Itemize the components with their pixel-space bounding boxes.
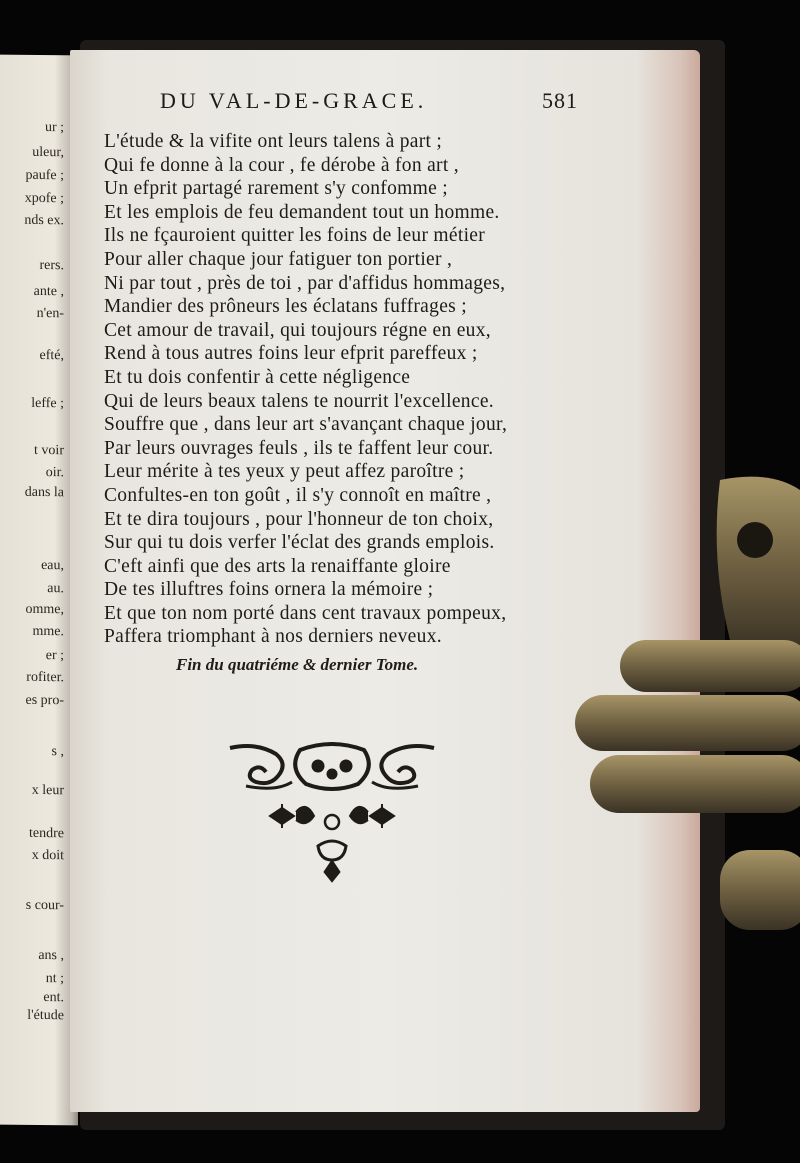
running-head: DU VAL-DE-GRACE. [160, 88, 428, 113]
page-number: 581 [542, 88, 578, 113]
left-page-fragment: n'en- [36, 305, 64, 322]
left-page-fragment: ent. [43, 990, 64, 1006]
left-page-fragment: x doit [31, 847, 64, 864]
left-page-fragment: l'étude [27, 1007, 64, 1024]
verse-line: Et tu dois confentir à cette négligence [104, 366, 411, 388]
left-page-fragment: rofiter. [26, 669, 64, 686]
verse-line: Ils ne fçauroient quitter les foins de leur métier [104, 225, 486, 247]
printer-ornament-icon [226, 742, 438, 892]
left-page [0, 55, 78, 1126]
left-page-fragment: omme, [25, 601, 64, 618]
colophon: Fin du quatriéme & dernier Tome. [176, 655, 419, 674]
verse-line: Rend à tous autres foins leur efprit pareffeux ; [104, 343, 478, 365]
left-page-fragment: paufe ; [25, 167, 64, 184]
left-page-fragment: ans , [38, 947, 64, 964]
verse-line: Et te dira toujours , pour l'honneur de ton choix, [104, 508, 494, 530]
left-page-fragment: xpofe ; [24, 190, 64, 207]
left-page-fragment: oir. [45, 465, 64, 481]
left-page-fragment: x leur [31, 782, 64, 799]
verse-line: Souffre que , dans leur art s'avançant chaque jour, [104, 414, 508, 436]
verse-line: Un efprit partagé rarement s'y confomme ; [104, 178, 448, 200]
brass-hand-clip-icon [570, 470, 800, 950]
verse-line: C'eft ainfi que des arts la renaiffante gloire [104, 555, 451, 577]
left-page-fragment: au. [47, 581, 64, 597]
left-page-fragment: dans la [24, 484, 64, 501]
verse-line: Qui fe donne à la cour , fe dérobe à fon art , [104, 154, 459, 176]
verse-line: Et que ton nom porté dans cent travaux pompeux, [104, 602, 507, 624]
left-page-fragment: nds ex. [24, 212, 64, 229]
verse-line: Ni par tout , près de toi , par d'affidus hommages, [104, 272, 506, 294]
left-page-fragment: t voir [34, 442, 64, 459]
verse-line: L'étude & la vifite ont leurs talens à part ; [104, 131, 443, 152]
verse-line: Par leurs ouvrages feuls , ils te faffent leur cour. [104, 437, 494, 459]
left-page-fragment: leffe ; [31, 395, 64, 412]
left-page-fragment: mme. [32, 623, 64, 640]
left-page-fragment: er ; [45, 648, 64, 664]
left-page-fragment: s cour- [25, 897, 64, 914]
verse-line: Mandier des prôneurs les éclatans fuffrages ; [104, 296, 467, 318]
verse-line: Leur mérite à tes yeux y peut affez paroître ; [104, 461, 465, 483]
verse-line: Cet amour de travail, qui toujours régne en eux, [104, 319, 491, 341]
verse-line: Sur qui tu dois verfer l'éclat des grands emplois. [104, 532, 495, 554]
left-page-fragment: uleur, [32, 144, 64, 161]
left-page-fragment: nt ; [45, 971, 64, 987]
verse-line: De tes illuftres foins ornera la mémoire ; [104, 579, 434, 601]
verse-text [104, 130, 604, 649]
left-page-fragment: s , [51, 744, 64, 760]
left-page-fragment: rers. [39, 258, 64, 274]
verse-line: Pour aller chaque jour fatiguer ton portier , [104, 248, 453, 270]
left-page-fragment: ante , [33, 283, 64, 300]
verse-line: Et les emplois de feu demandent tout un homme. [104, 201, 500, 223]
left-page-fragment: eau, [41, 558, 64, 574]
left-page-fragment: efté, [39, 348, 64, 364]
left-page-fragment: tendre [29, 825, 64, 842]
left-page-fragment: ur ; [44, 120, 64, 136]
left-page-fragment: es pro- [25, 692, 64, 709]
verse-line: Confultes-en ton goût , il s'y connoît en maître , [104, 484, 492, 506]
verse-line: Paffera triomphant à nos derniers neveux. [104, 626, 442, 648]
verse-line: Qui de leurs beaux talens te nourrit l'excellence. [104, 390, 494, 412]
